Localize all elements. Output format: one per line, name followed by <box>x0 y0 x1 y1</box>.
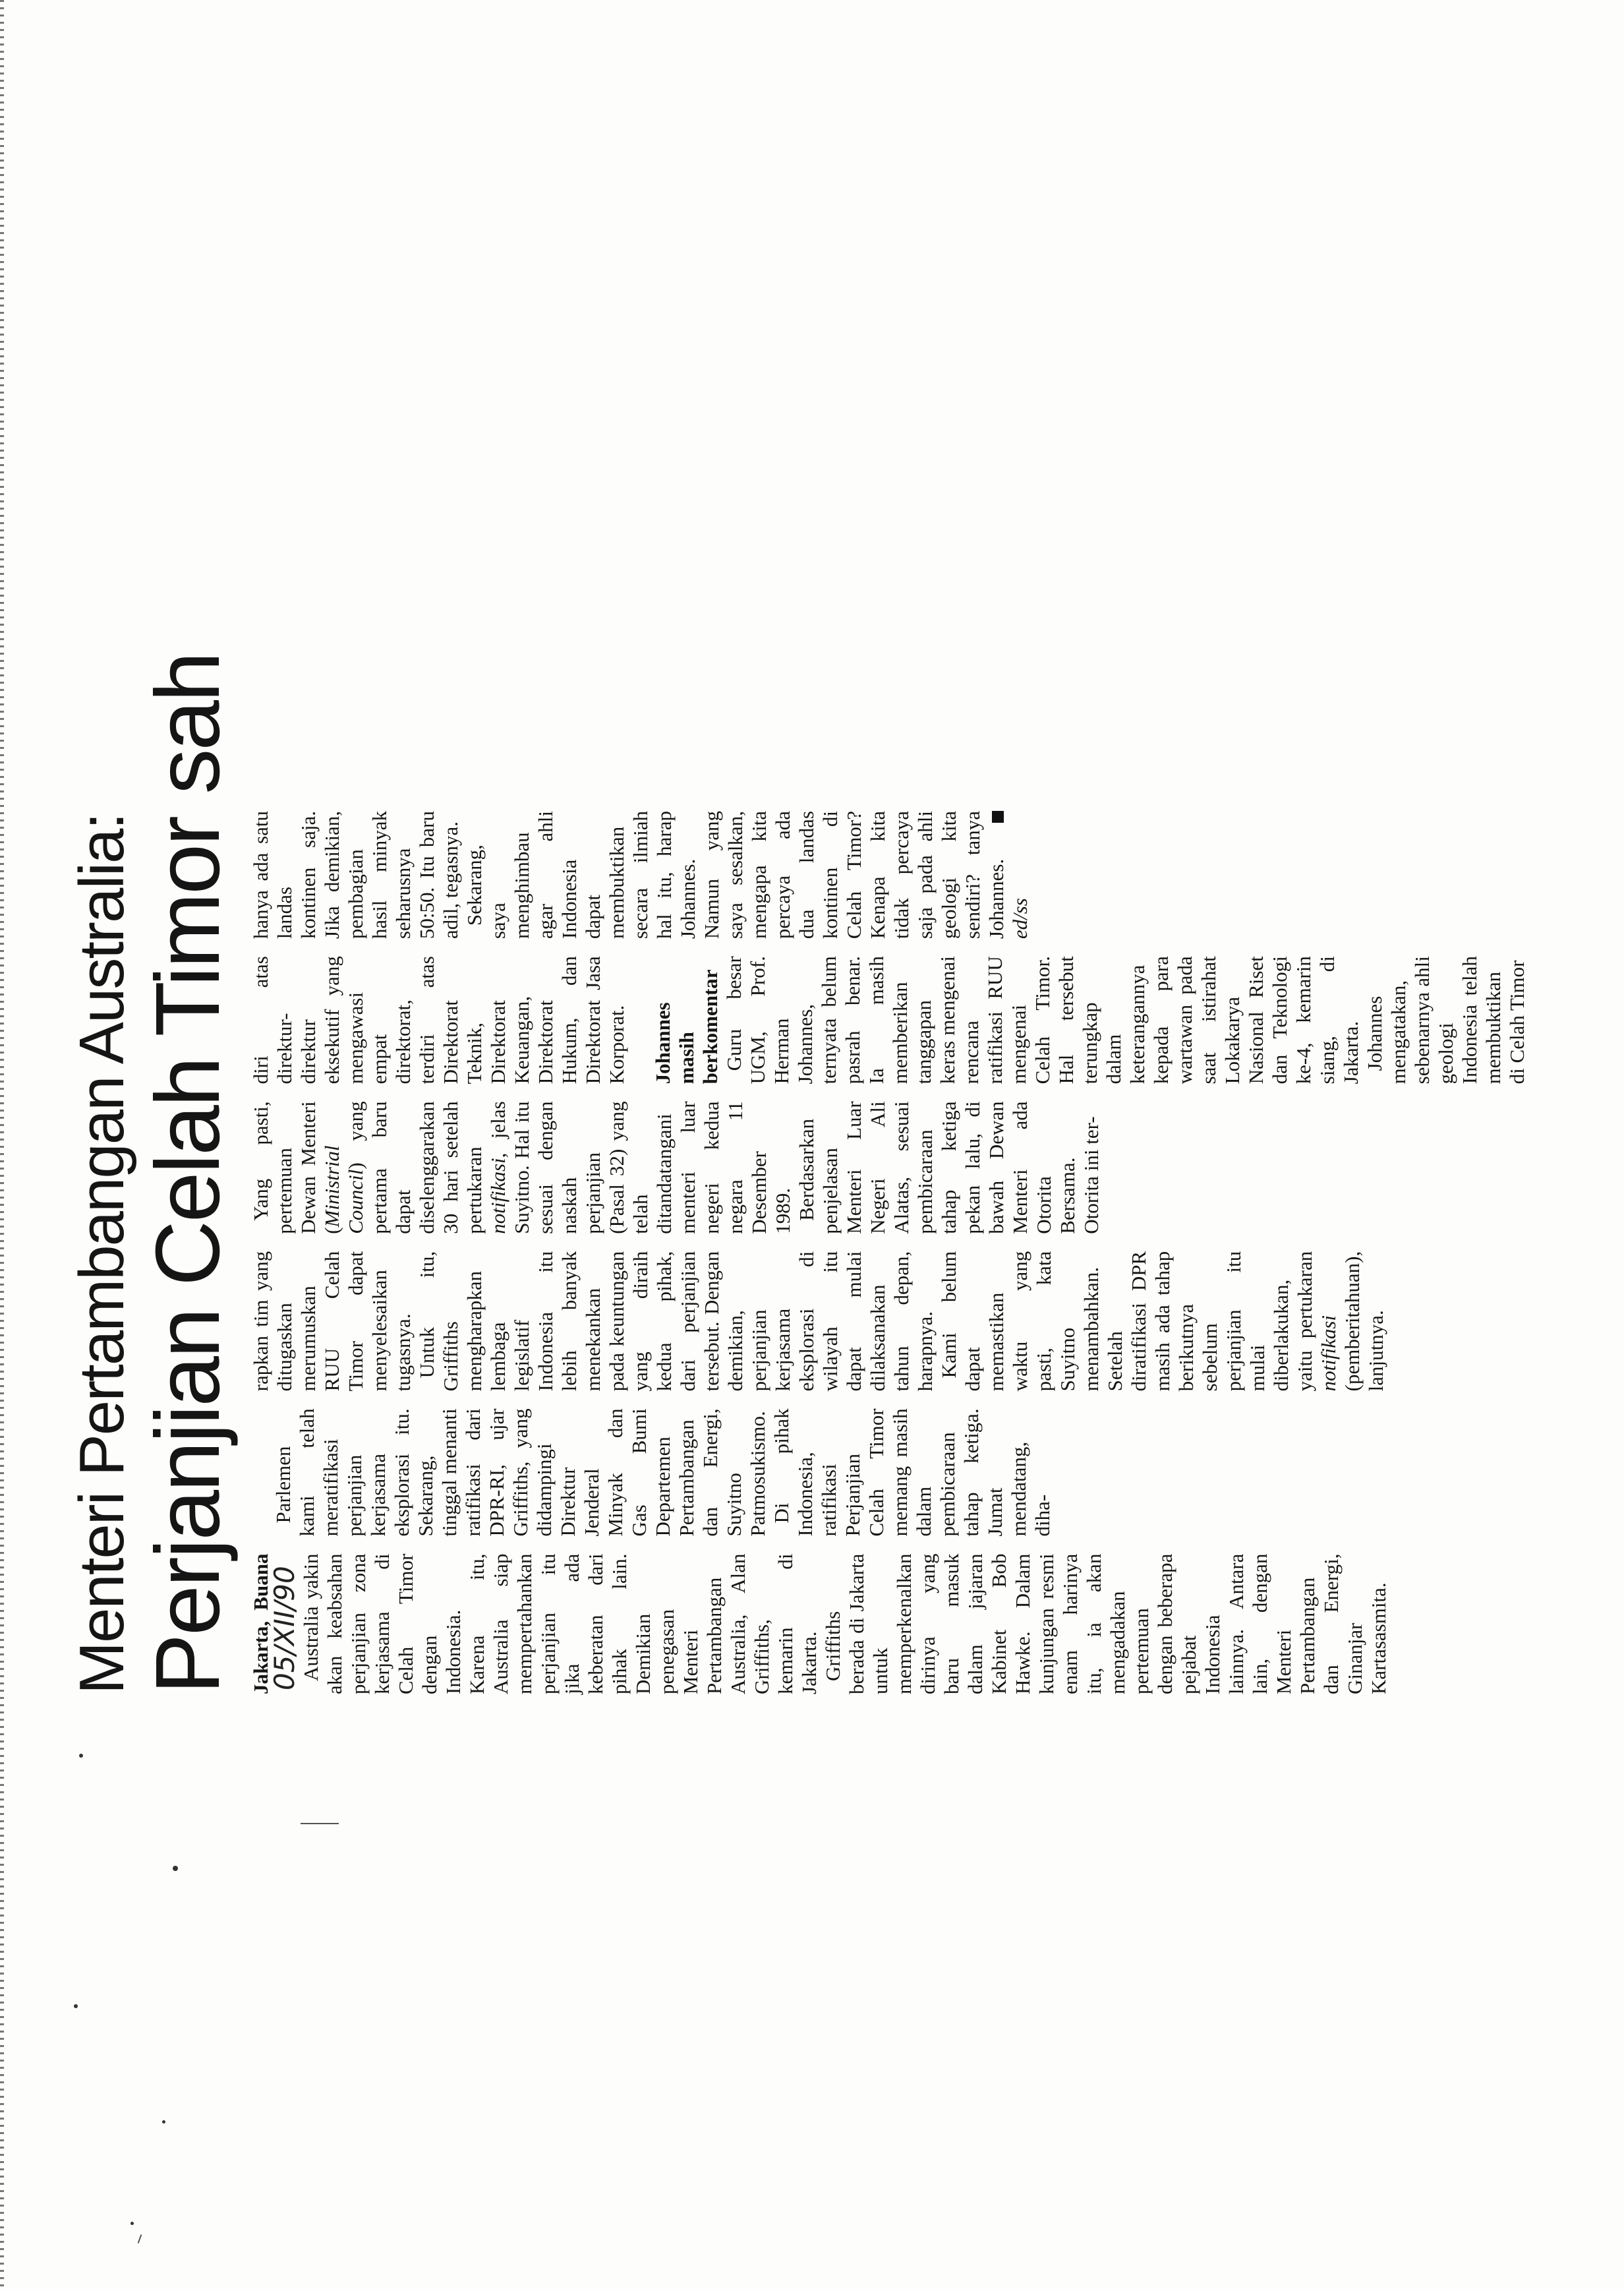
end-mark-icon <box>992 811 1004 823</box>
article-columns <box>249 811 1528 1694</box>
scan-speck <box>74 2004 78 2008</box>
scan-stroke <box>138 2234 142 2244</box>
scan-speck <box>130 2222 134 2225</box>
text-run: Kami belum dapat memastikan waktu yang pasti, kata Suyitno menambahkan. Setelah diratifikasi DPR masih ada tahap berikutnya sebelum perjanjian itu mulai diberlakukan, yaitu pertukaran <box>937 1251 1316 1392</box>
article-kicker: Menteri Pertambangan Australia: <box>67 813 137 1694</box>
column-1 <box>249 1553 1390 1694</box>
column-2 <box>249 1408 1054 1537</box>
column-3 <box>249 1251 1387 1392</box>
paragraph <box>463 811 1032 939</box>
signoff: ed/ss <box>1008 898 1031 939</box>
paragraph: Griffiths berada di Jakarta untuk memperkenalkan dirinya yang baru masuk dalam jajaran Kabinet Bob Hawke. Dalam kunjungan resmi enam harinya itu, ia akan mengadakan pertemuan dengan beberapa pejabat Indonesia lainnya. Antara lain, dengan Menteri Pertambangan dan Energi, Ginanjar Kartasasmita. <box>821 1553 1390 1694</box>
italic-term: notifikasi <box>486 1158 509 1234</box>
dateline: Jakarta, Buana <box>249 1553 272 1694</box>
paragraph: Di pihak Indonesia, ratifikasi Perjanjian Celah Timor memang masih dalam pembicaraan tahap ketiga. Jumat mendatang, diha- <box>770 1408 1054 1537</box>
paragraph: Australia yakin akan keabsahan perjanjian zona kerjasama di Celah Timor dengan Indonesia. Karena itu, Australia siap mempertahankan perjanjian itu jika ada keberatan dari pihak lain. Demikian penegasan Menteri Pertambangan Australia, Alan Griffiths, kemarin di Jakarta. <box>299 1553 821 1694</box>
lead-paragraph <box>249 1554 299 1694</box>
paragraph: Untuk itu, Griffiths mengharapkan lembaga legislatif Indonesia itu lebih banyak menekankan pada keuntungan yang diraih kedua pihak, dari perjanjian tersebut. Dengan demikian, perjanjian kerjasama eksplorasi di wilayah itu dapat mulai dilaksanakan tahun depan, harapnya. <box>415 1251 937 1392</box>
italic-term: Ministrial Council <box>320 1145 367 1234</box>
paragraph <box>249 1101 795 1234</box>
scan-speck <box>173 1866 178 1871</box>
text-run: (pemberitahuan), lanjutnya. <box>1341 1251 1387 1392</box>
scan-speck <box>79 1754 83 1758</box>
paragraph: Parlemen kami telah meratifikasi perjanjian kerjasama eksplorasi itu. Sekarang, tinggal menanti ratifikasi dari DPR-RI, ujar Griffiths, yang didampingi Direktur Jenderal Minyak dan Gas Bumi Departemen Pertambangan dan Energi, Suyitno Patmosukismo. <box>272 1408 769 1537</box>
paragraph: Guru besar UGM, Prof. Herman Johannes, ternyata belum pasrah benar. Ia masih memberikan tanggapan keras mengenai rencana ratifikasi RUU mengenai Celah Timor. Hal tersebut terungkap dalam keterangannya kepada para wartawan pada saat istirahat Lokakarya Nasional Riset dan Teknologi ke-4, kemarin siang, di Jakarta. <box>722 956 1362 1085</box>
text-run: ) yang pertama baru dapat diselenggarakan 30 hari setelah pertukaran <box>344 1101 486 1234</box>
paragraph <box>937 1251 1388 1392</box>
paragraph: Johannes mengatakan, sebenarnya ahli geologi Indonesia telah membuktikan di Celah Timor <box>1363 956 1528 1085</box>
italic-term: notifikasi <box>1317 1315 1340 1392</box>
text-run: Yang pasti, pertemuan Dewan Menteri ( <box>249 1101 343 1234</box>
text-run: Sekarang, saya menghimbau agar ahli Indonesia dapat membuktikan secara ilmiah hal itu, harap Johannes. Namun yang saya sesalkan, mengapa kita percaya ada dua landas kontinen di Celah Timor? Kenapa kita tidak percaya saja pada ahli geologi kita sendiri? tanya Johannes. <box>463 811 1008 939</box>
scan-stroke <box>301 1823 339 1824</box>
paragraph: diri atas direktur-direktur eksekutif yang mengawasi empat direktorat, terdiri atas Direktorat Teknik, Direktorat Keuangan, Direktorat Hukum, dan Direktorat Jasa Korporat. <box>249 956 628 1085</box>
text-run: , jelas Suyitno. Hal itu sesuai dengan naskah perjanjian (Pasal 32) yang telah ditandatangani menteri luar negeri kedua negara 11 Desember 1989. <box>486 1101 794 1234</box>
scan-edge <box>0 0 4 2289</box>
paragraph: Berdasarkan penjelasan Menteri Luar Negeri Ali Alatas, sesuai pembicaraan tahap ketiga pekan lalu, di bawah Dewan Menteri ada Otorita Bersama. Otorita ini ter- <box>795 1101 1103 1234</box>
paragraph: hanya ada satu landas kontinen saja. Jika demikian, pembagian hasil minyak seharusnya 50:50. Itu baru adil, tegasnya. <box>249 811 462 939</box>
news-clipping <box>53 653 1528 1694</box>
scan-speck <box>162 2120 165 2124</box>
column-6 <box>249 811 1031 939</box>
paragraph: rapkan tim yang ditugaskan merumuskan RUU Celah Timor dapat menyelesaikan tugasnya. <box>249 1251 415 1392</box>
subheading: Johannes masih berkomentar <box>651 969 722 1085</box>
column-5 <box>249 956 1528 1085</box>
handwritten-date: 05/XII/90 <box>268 1566 301 1690</box>
column-4 <box>249 1101 1103 1234</box>
article-headline: Perjanjian Celah Timor sah <box>137 653 239 1694</box>
